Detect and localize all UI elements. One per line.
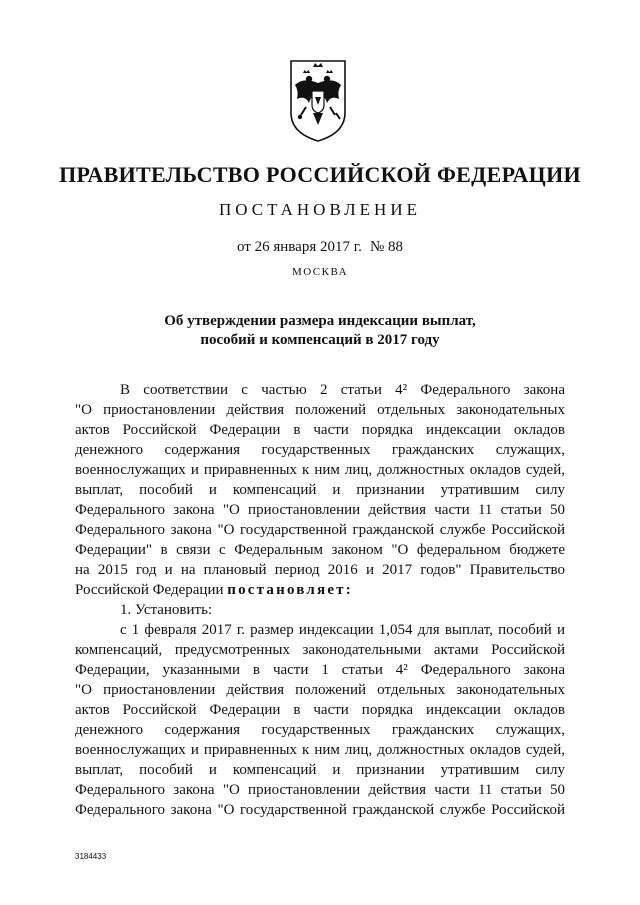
body-line: "О приостановлении действия положений отдельных законодательных xyxy=(75,402,565,418)
body-line: на 2015 год и на плановый период 2016 и 2017 годов" Правительство xyxy=(75,562,565,578)
body-line: военнослужащих и приравненных к ним лиц, должностных окладов судей, xyxy=(75,462,565,478)
government-title: ПРАВИТЕЛЬСТВО РОССИЙСКОЙ ФЕДЕРАЦИИ xyxy=(59,162,581,187)
document-date: от 26 января 2017 г. xyxy=(237,239,362,255)
state-emblem-icon xyxy=(273,55,363,145)
document-number: № 88 xyxy=(369,239,403,255)
body-line: Федерального закона "О приостановлении действия части 11 статьи 50 xyxy=(75,502,565,518)
body-line: В соответствии с частью 2 статьи 4² Федерального закона xyxy=(120,382,565,398)
body-line-text: Российской Федерации xyxy=(75,582,228,598)
body-line: Федерального закона "О государственной гражданской службе Российской xyxy=(75,522,565,538)
subject-line-2: пособий и компенсаций в 2017 году xyxy=(200,332,440,348)
body-line: Федерального закона "О приостановлении действия части 11 статьи 50 xyxy=(75,782,565,798)
document-type: ПОСТАНОВЛЕНИЕ xyxy=(218,200,421,219)
subject-line-1: Об утверждении размера индексации выплат, xyxy=(164,313,476,329)
document-city: МОСКВА xyxy=(291,266,349,278)
body-line: Федерации, указанными в части 1 статьи 4² Федерального закона xyxy=(75,662,565,678)
section-heading: 1. Установить: xyxy=(120,602,213,618)
resolves-keyword: постановляет: xyxy=(227,582,353,598)
body-line: денежного содержания государственных гражданских служащих, xyxy=(75,722,565,738)
body-line-resolution xyxy=(75,580,565,600)
document-code: 3184433 xyxy=(75,852,107,861)
body-line: выплат, пособий и компенсаций и признании утратившим силу xyxy=(75,762,565,778)
body-line: с 1 февраля 2017 г. размер индексации 1,054 для выплат, пособий и xyxy=(120,622,565,638)
body-line: Федерации" в связи с Федеральным законом "О федеральном бюджете xyxy=(75,542,565,558)
body-line: выплат, пособий и компенсаций и признании утратившим силу xyxy=(75,482,565,498)
body-line: компенсаций, предусмотренных законодательными актами Российской xyxy=(75,642,565,658)
body-line: военнослужащих и приравненных к ним лиц, должностных окладов судей, xyxy=(75,742,565,758)
body-line: денежного содержания государственных гражданских служащих, xyxy=(75,442,565,458)
body-line: Федерального закона "О государственной гражданской службе Российской xyxy=(75,802,565,818)
document-body xyxy=(75,380,565,820)
document-subject xyxy=(0,312,640,350)
document-date-line xyxy=(0,239,640,256)
body-line: актов Российской Федерации в части порядка индексации окладов xyxy=(75,422,565,438)
body-line: "О приостановлении действия положений отдельных законодательных xyxy=(75,682,565,698)
body-line: актов Российской Федерации в части порядка индексации окладов xyxy=(75,702,565,718)
